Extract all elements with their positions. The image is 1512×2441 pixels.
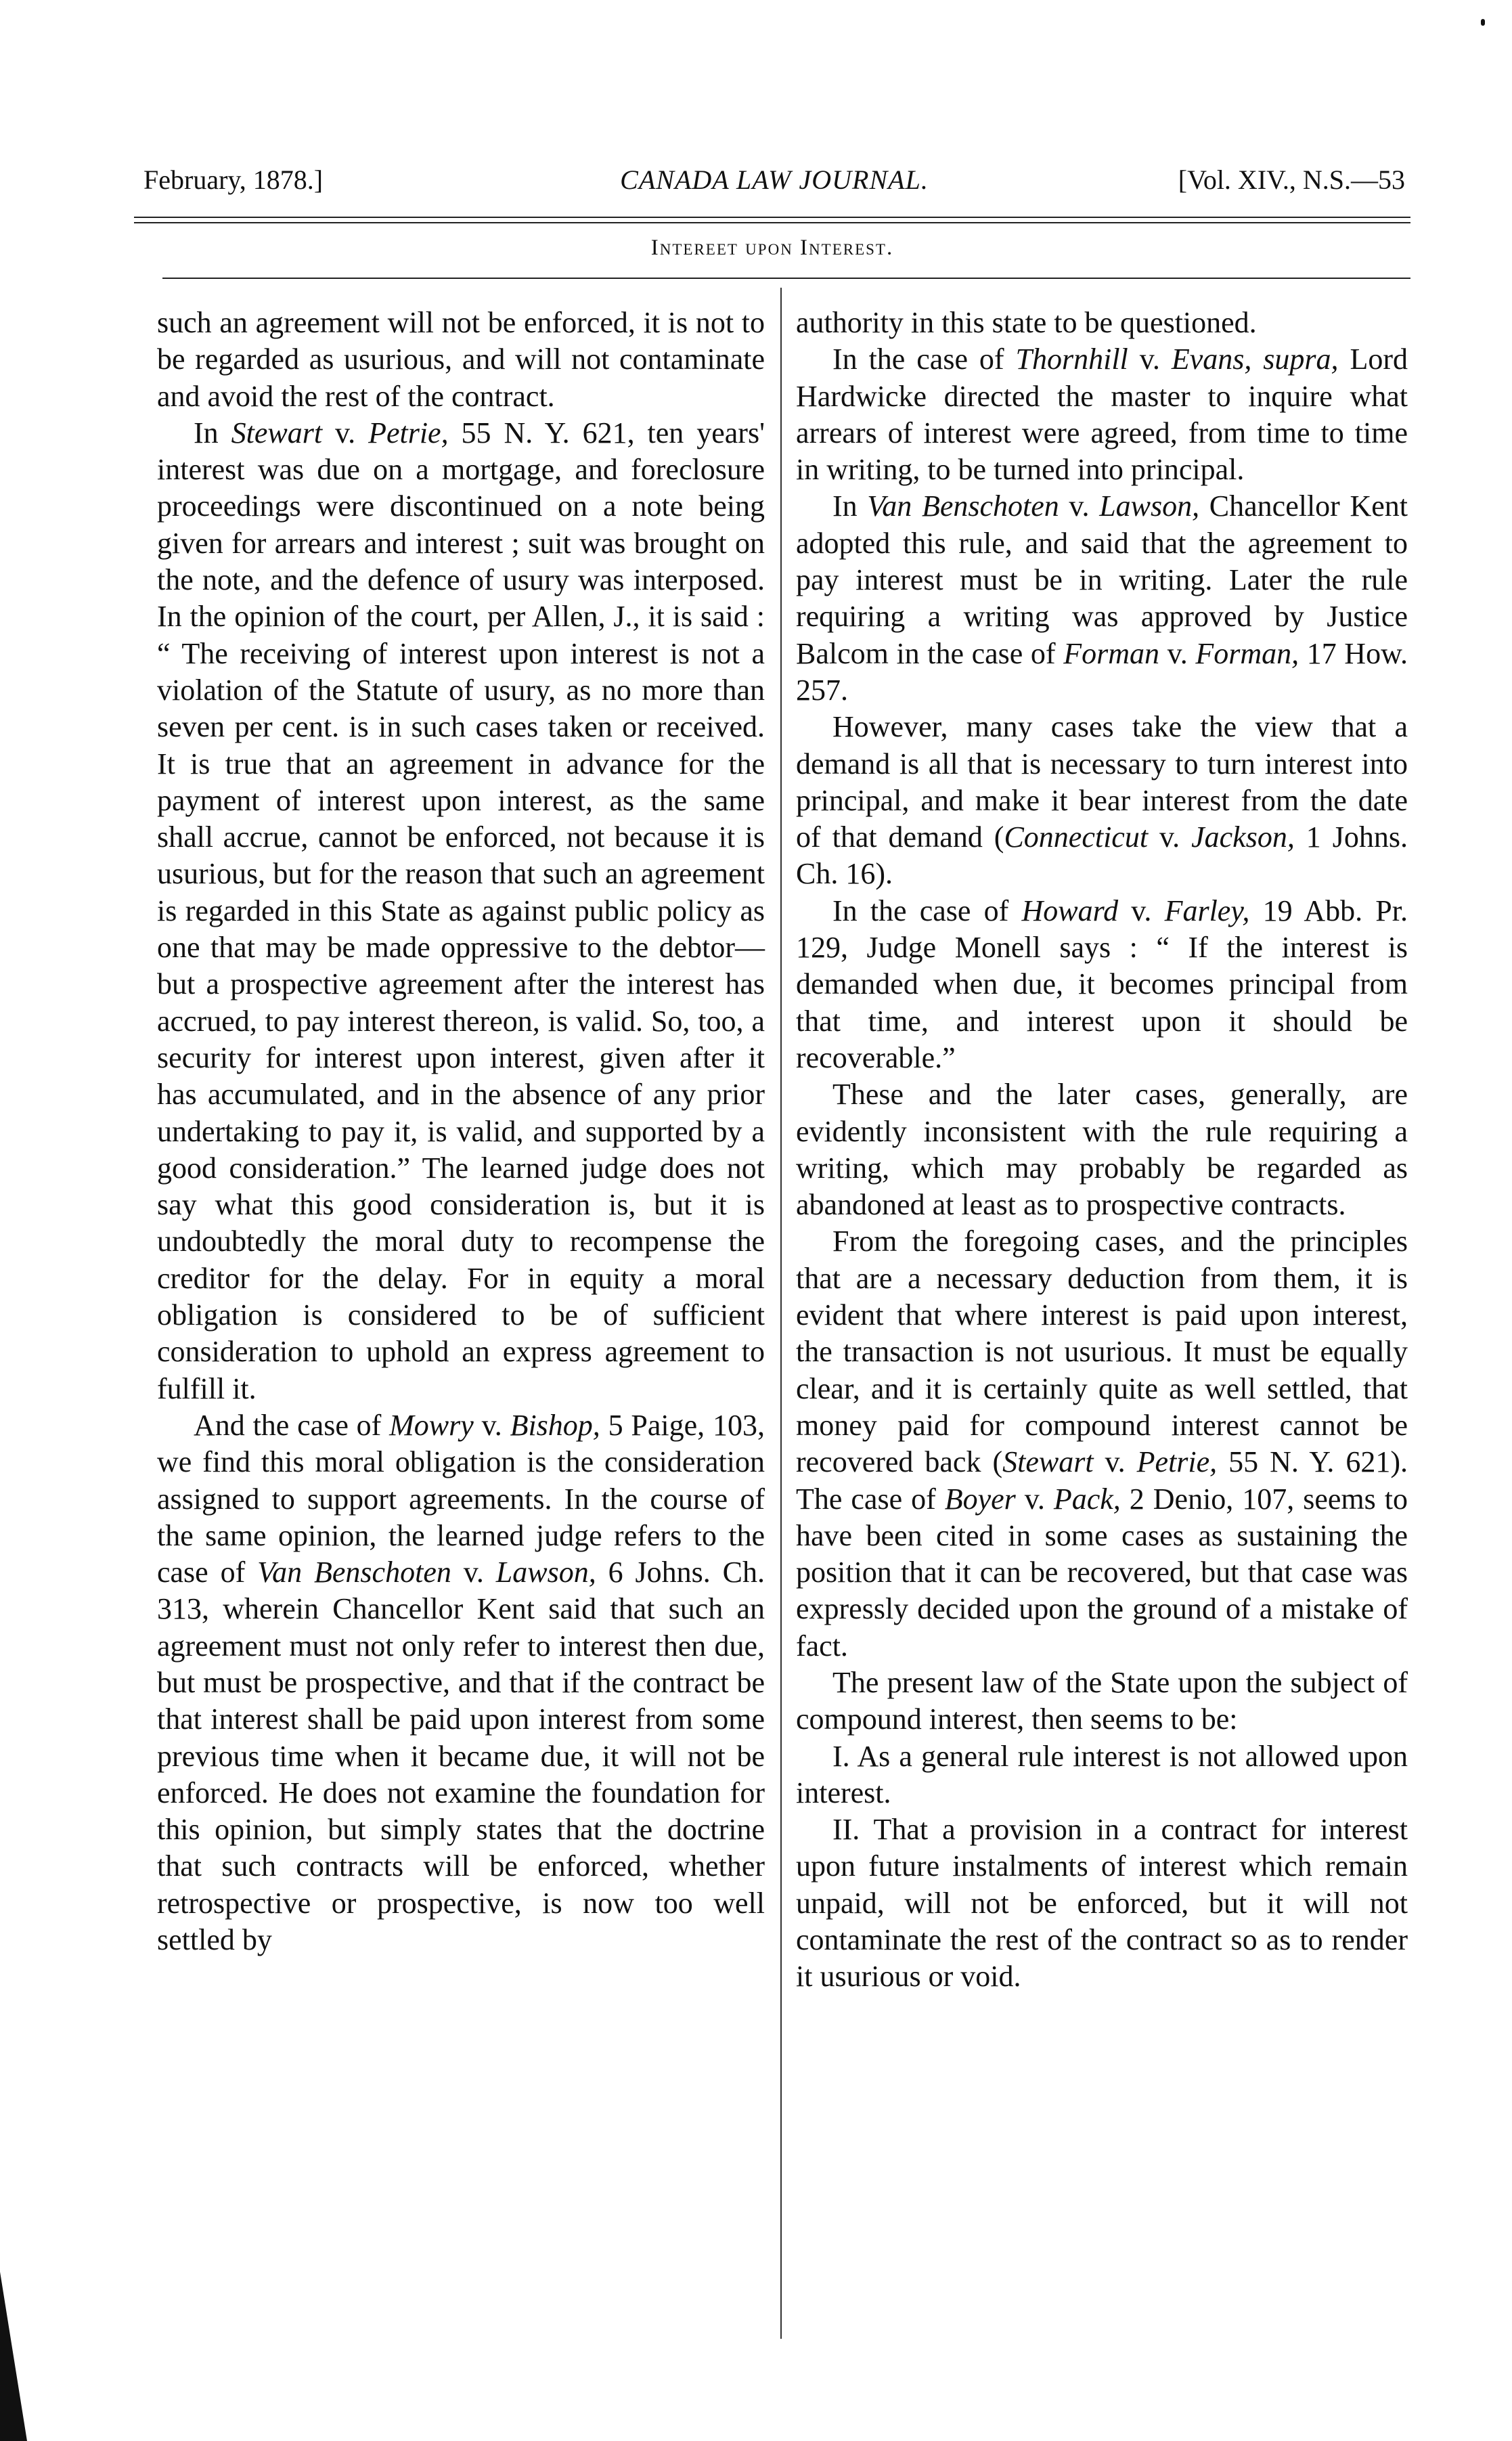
left-paragraph-3: And the case of Mowry v. Bishop, 5 Paige, 103, we find this moral obligation is the consideration assigned to support agreements. In the course of the same opinion, the learned judge refers to the case of Van Benschoten v. Lawson, 6 Johns. Ch. 313, wherein Chancellor Kent said that such an agreement must not only refer to interest then due, but must be prospective, and that if the contract be that interest shall be paid upon interest from some previous time when it became due, it will not be enforced. He does not examine the foundation for this opinion, but simply states that the doctrine that such contracts will be enforced, whether retrospective or prospective, is now too well settled by xyxy=(157,1408,765,1957)
left-column xyxy=(157,305,765,1958)
column-divider xyxy=(780,288,782,2339)
left-paragraph-2: In Stewart v. Petrie, 55 N. Y. 621, ten years' interest was due on a mortgage, and foreclosure proceedings were discontinued on a note being given for arrears and interest ; suit was brought on the note, and the defence of usury was interposed. In the opinion of the court, per Allen, J., it is said : “ The receiving of interest upon interest is not a violation of the Statute of usury, as no more than seven per cent. is in such cases taken or received. It is true that an agreement in advance for the payment of interest upon interest, as the same shall accrue, cannot be enforced, not because it is usurious, but for the reason that such an agreement is regarded in this State as against public policy as one that may be made oppressive to the debtor—but a prospective agreement after the interest has accrued, to pay interest thereon, is valid. So, too, a security for interest upon interest, given after it has accumulated, and in the absence of any prior undertaking to pay it, is valid, and supported by a good consideration.” The learned judge does not say what this good consideration is, but it is undoubtedly the moral duty to recompense the creditor for the delay. For in equity a moral obligation is considered to be of sufficient consideration to uphold an express agreement to fulfill it. xyxy=(157,416,765,1405)
page-edge-shadow xyxy=(0,2272,27,2441)
header-volume: [Vol. XIV., N.S.—53 xyxy=(1178,164,1405,195)
right-paragraph-1: authority in this state to be questioned. xyxy=(796,306,1257,339)
left-paragraph-1: such an agreement will not be enforced, it is not to be regarded as usurious, and will not contaminate and avoid the rest of the contract. xyxy=(157,306,765,413)
ink-speck xyxy=(1481,19,1485,26)
section-title: Intereet upon Interest. xyxy=(650,236,894,260)
right-column xyxy=(796,305,1408,1996)
right-paragraph-2: In the case of Thornhill v. Evans, supra, Lord Hardwicke directed the master to inquire what arrears of interest were agreed, from time to time in writing, to be turned into principal. xyxy=(796,343,1408,487)
section-rule xyxy=(162,278,1410,279)
right-paragraph-4: However, many cases take the view that a demand is all that is necessary to turn interest into principal, and make it bear interest from the date of that demand (Connecticut v. Jackson, 1 Johns. Ch. 16). xyxy=(796,710,1408,891)
right-paragraph-9: I. As a general rule interest is not allowed upon interest. xyxy=(796,1739,1408,1809)
right-paragraph-10: II. That a provision in a contract for interest upon future instalments of interest which remain unpaid, will not be enforced, but it will not contaminate the rest of the contract so as to render it usurious or void. xyxy=(796,1813,1408,1994)
header-date: February, 1878.] xyxy=(143,164,324,195)
right-paragraph-5: In the case of Howard v. Farley, 19 Abb. Pr. 129, Judge Monell says : “ If the interest is demanded when due, it becomes principal from that time, and interest upon it should be recoverable.” xyxy=(796,894,1408,1074)
header-double-rule xyxy=(134,217,1410,223)
running-header xyxy=(143,160,1405,200)
right-paragraph-7: From the foregoing cases, and the principles that are a necessary deduction from them, it is evident that where interest is paid upon interest, the transaction is not usurious. It must be equally clear, and it is certainly quite as well settled, that money paid for compound interest cannot be recovered back (Stewart v. Petrie, 55 N. Y. 621). The case of Boyer v. Pack, 2 Denio, 107, seems to have been cited in some cases as sustaining the position that it can be recovered, but that case was expressly decided upon the ground of a mistake of fact. xyxy=(796,1225,1408,1663)
right-paragraph-3: In Van Benschoten v. Lawson, Chancellor Kent adopted this rule, and said that the agreement to pay interest must be in writing. Later the rule requiring a writing was approved by Justice Balcom in the case of Forman v. Forman, 17 How. 257. xyxy=(796,489,1408,707)
right-paragraph-8: The present law of the State upon the subject of compound interest, then seems to be: xyxy=(796,1665,1408,1736)
right-paragraph-6: These and the later cases, generally, are evidently inconsistent with the rule requiring a writing, which may probably be regarded as abandoned at least as to prospective contracts. xyxy=(796,1078,1408,1222)
header-journal-title: CANADA LAW JOURNAL. xyxy=(620,164,929,195)
